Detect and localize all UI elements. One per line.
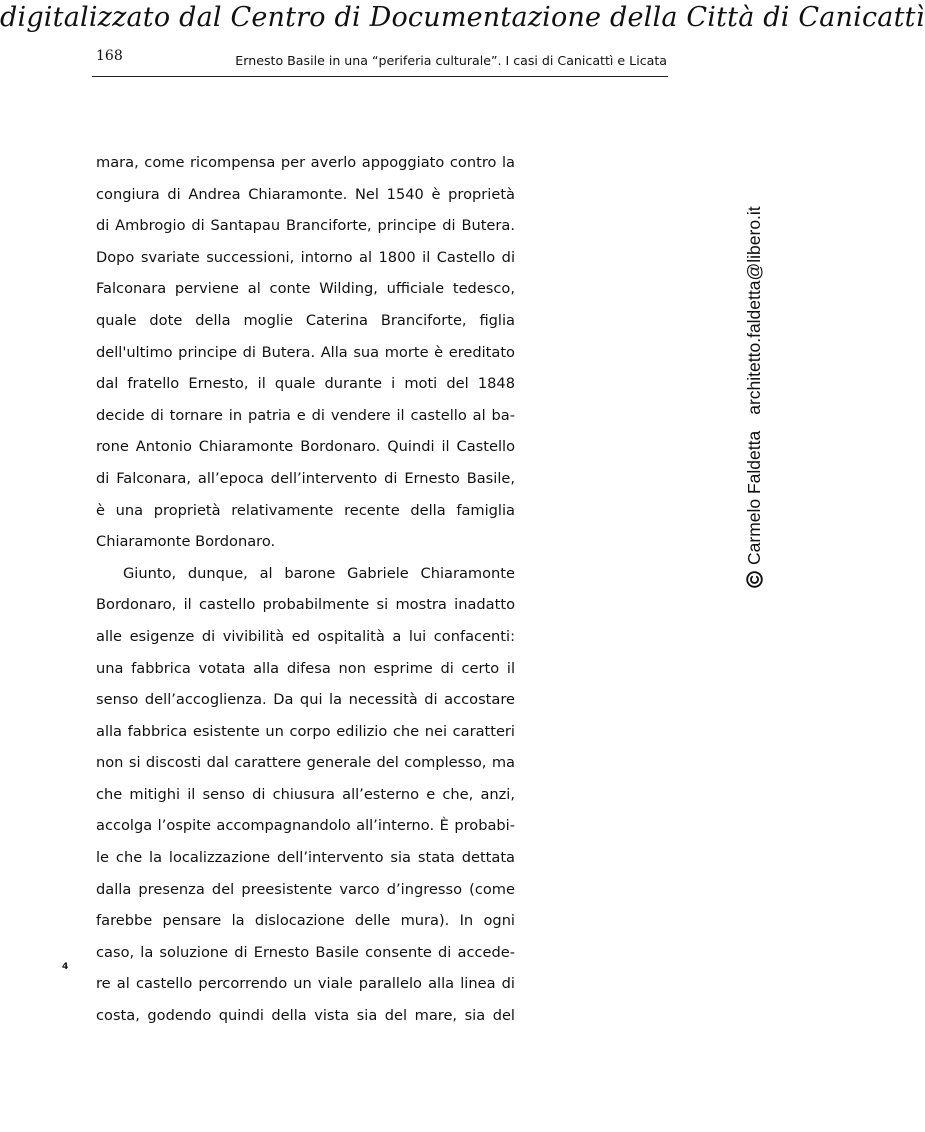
text-line: Falconara perviene al conte Wilding, ufficiale tedesco,: [96, 280, 515, 298]
text-line: dalla presenza del preesistente varco d’ingresso (come: [96, 880, 515, 898]
text-line: Chiaramonte Bordonaro.: [96, 533, 276, 551]
text-line: re al castello percorrendo un viale parallelo alla linea di: [96, 975, 515, 993]
text-line: una fabbrica votata alla difesa non esprime di certo il: [96, 659, 515, 677]
text-line: accolga l’ospite accompagnandolo all’interno. È probabi-: [96, 817, 515, 835]
text-line: è una proprietà relativamente recente della famiglia: [96, 501, 515, 519]
text-line: alle esigenze di vivibilità ed ospitalità a lui confacenti:: [96, 627, 515, 645]
text-line: non si discosti dal carattere generale del complesso, ma: [96, 754, 515, 772]
text-line: caso, la soluzione di Ernesto Basile consente di accede-: [96, 943, 515, 961]
text-line: Bordonaro, il castello probabilmente si mostra inadatto: [96, 596, 515, 614]
text-line: Giunto, dunque, al barone Gabriele Chiaramonte: [123, 564, 515, 582]
text-line: Dopo svariate successioni, intorno al 1800 il Castello di: [96, 248, 515, 266]
text-line: decide di tornare in patria e di vendere il castello al ba-: [96, 406, 515, 424]
running-title: Ernesto Basile in una “periferia culturale”. I casi di Canicattì e Licata: [235, 53, 667, 68]
text-line: mara, come ricompensa per averlo appoggiato contro la: [96, 154, 515, 171]
text-line: le che la localizzazione dell’intervento sia stata dettata: [96, 849, 515, 867]
text-line: di Falconara, all’epoca dell’intervento di Ernesto Basile,: [96, 469, 515, 487]
text-line: quale dote della moglie Caterina Branciforte, figlia: [96, 311, 515, 329]
text-line: dal fratello Ernesto, il quale durante i moti del 1848: [96, 375, 515, 393]
digitization-watermark: digitalizzato dal Centro di Documentazione della Città di Canicattì: [0, 2, 925, 33]
text-line: costa, godendo quindi della vista sia del mare, sia del: [96, 1007, 515, 1025]
margin-note-marker: 4: [62, 962, 69, 972]
header-rule: [92, 76, 668, 77]
copyright-notice: [744, 206, 765, 588]
text-line: che mitighi il senso di chiusura all’esterno e che, anzi,: [96, 785, 515, 803]
copyright-icon: [746, 571, 763, 588]
copyright-email: architetto.faldetta@libero.it: [744, 206, 764, 415]
text-line: alla fabbrica esistente un corpo edilizio che nei caratteri: [96, 722, 515, 740]
body-text: [96, 147, 515, 1032]
copyright-author: Carmelo Faldetta: [744, 430, 764, 565]
text-line: rone Antonio Chiaramonte Bordonaro. Quindi il Castello: [96, 438, 515, 456]
text-line: farebbe pensare la dislocazione delle mura). In ogni: [96, 912, 515, 930]
text-line: dell'ultimo principe di Butera. Alla sua morte è ereditato: [96, 343, 515, 361]
text-line: congiura di Andrea Chiaramonte. Nel 1540 è proprietà: [96, 185, 515, 203]
page-number: 168: [96, 48, 123, 64]
text-line: di Ambrogio di Santapau Branciforte, principe di Butera.: [96, 217, 515, 235]
text-line: senso dell’accoglienza. Da qui la necessità di accostare: [96, 691, 515, 709]
